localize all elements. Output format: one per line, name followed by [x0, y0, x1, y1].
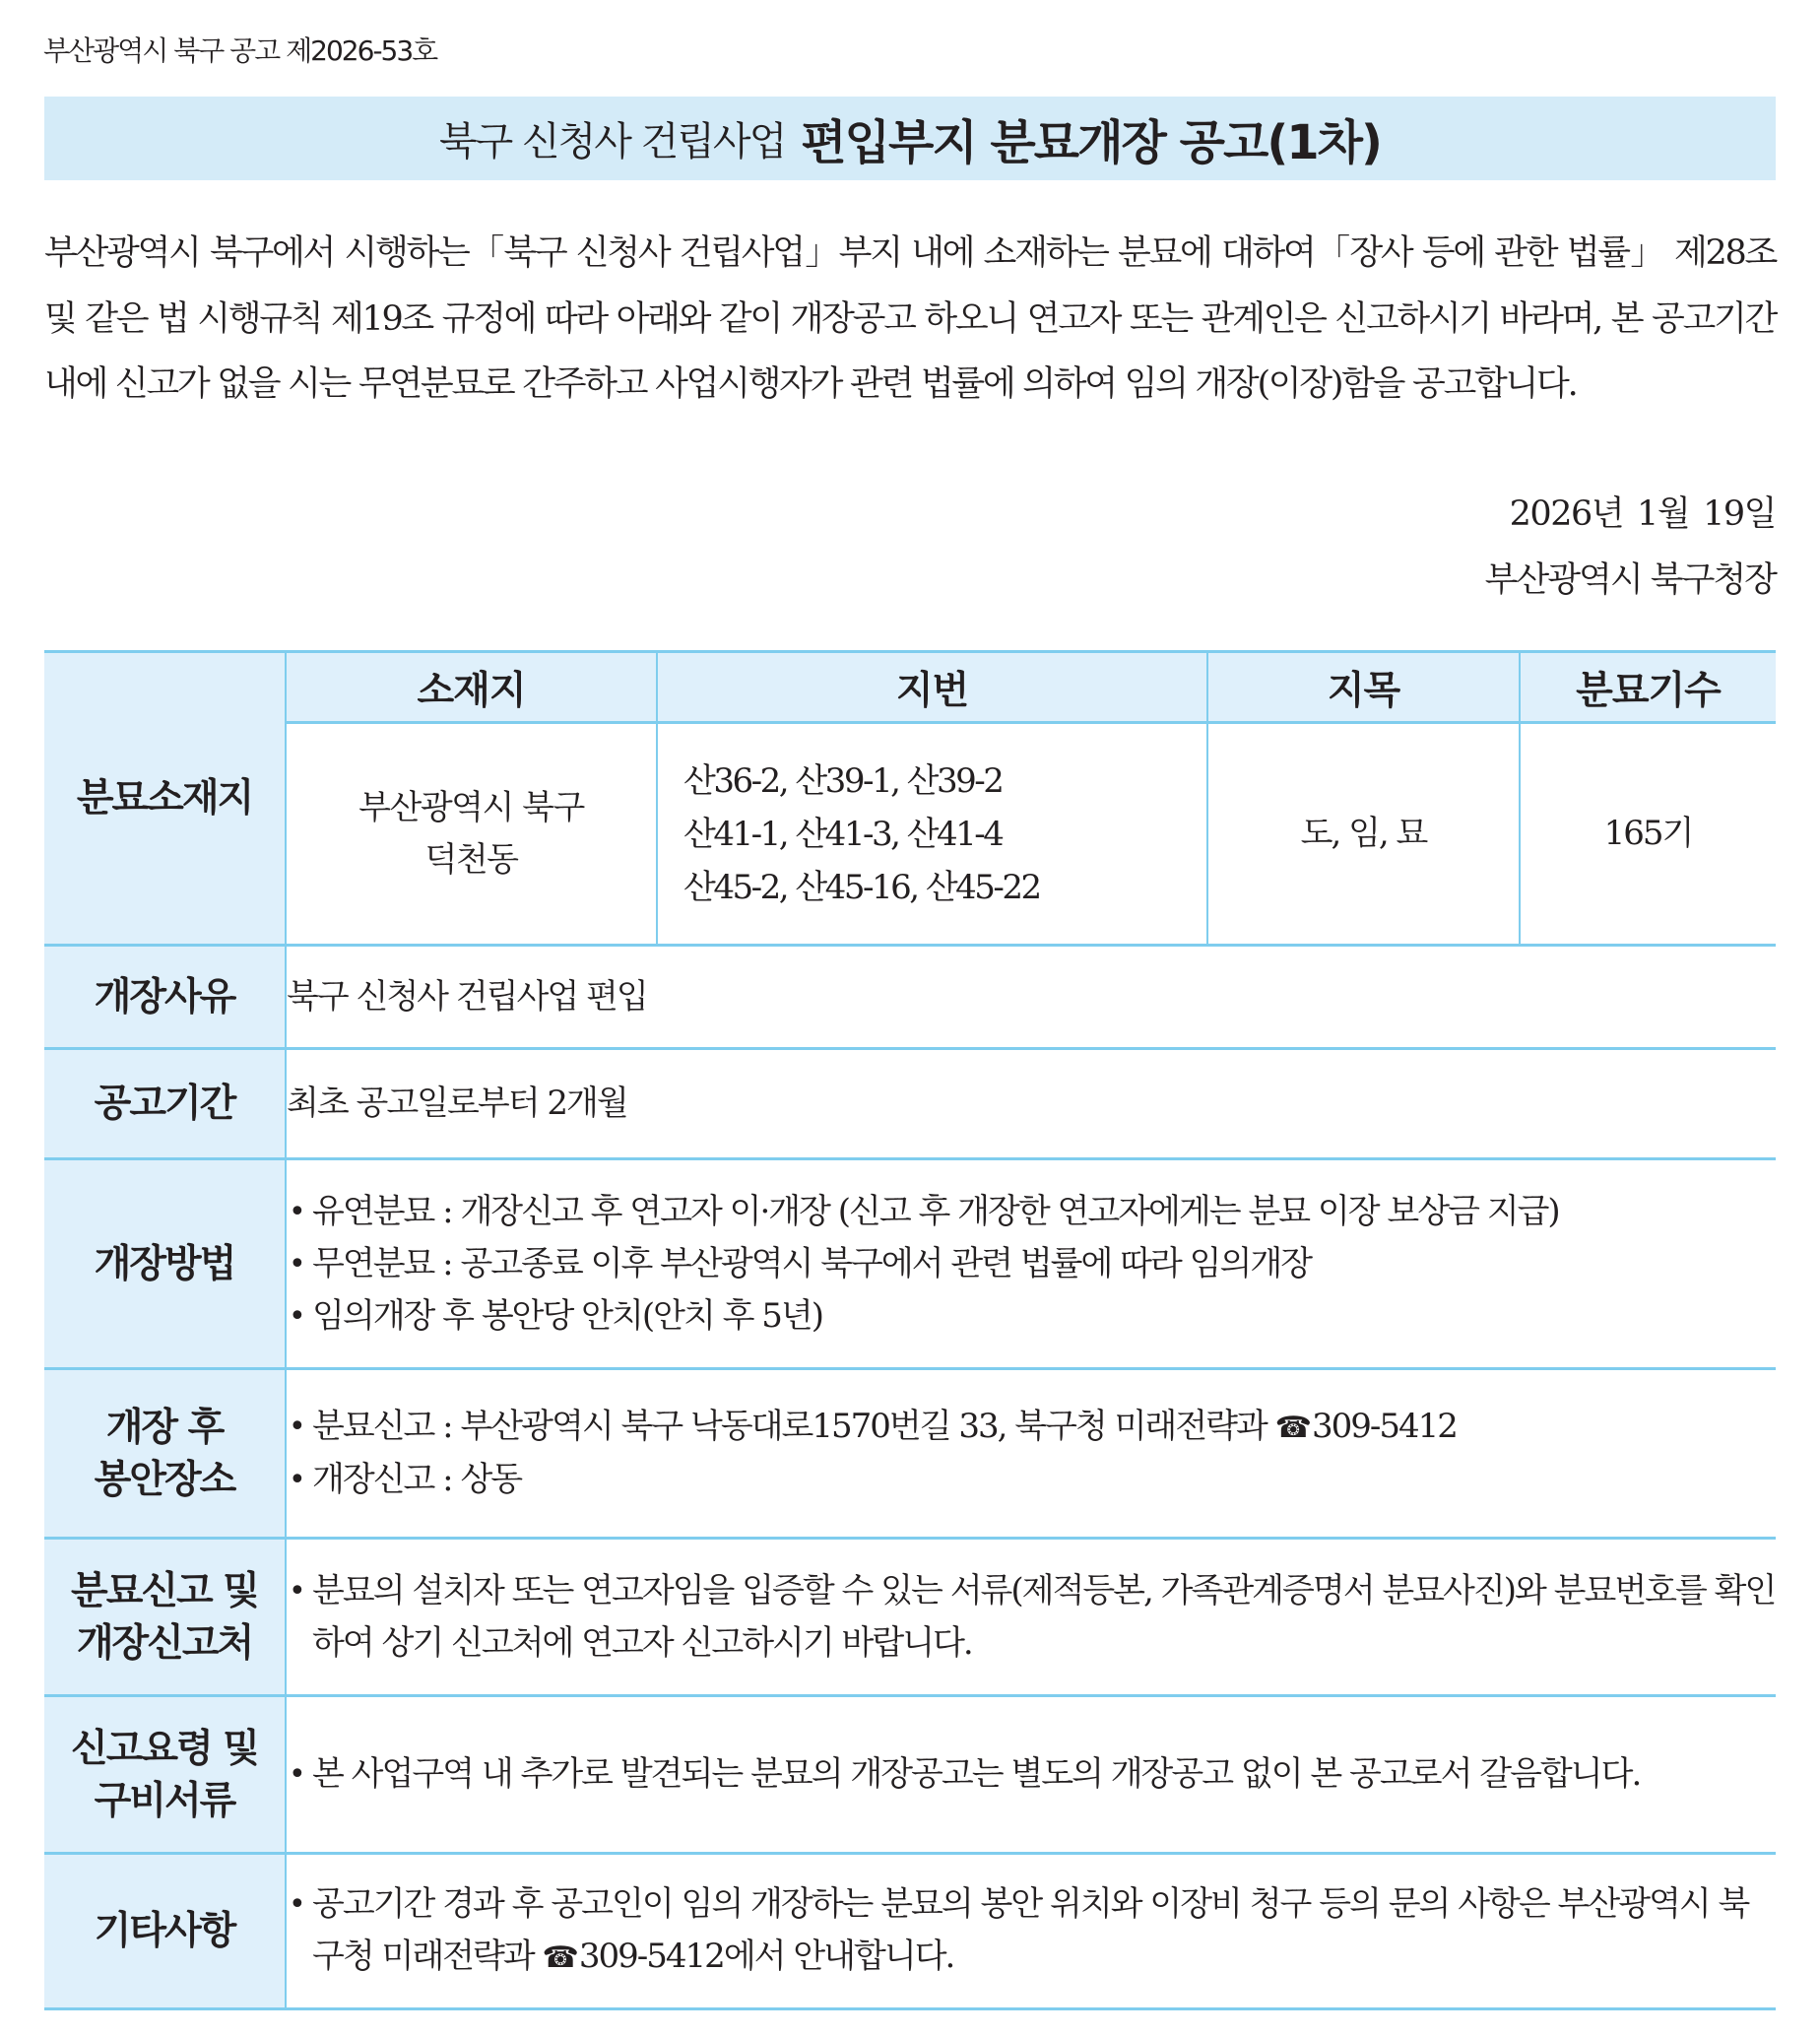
- table-row: [44, 1696, 1776, 1854]
- list-item: • 유연분묘 : 개장신고 후 연고자 이·개장 (신고 후 개장한 연고자에게는 분묘 이장 보상금 지급): [287, 1186, 1776, 1238]
- date-day: 19일: [1703, 494, 1776, 534]
- table-row: [44, 946, 1776, 1049]
- header-land-category: 지목: [1207, 652, 1520, 723]
- label-line: 봉안장소: [94, 1457, 235, 1502]
- phone-icon: ☎: [1274, 1411, 1312, 1445]
- signer: 부산광역시 북구청장: [1484, 560, 1776, 600]
- intro-paragraph: 부산광역시 북구에서 시행하는「북구 신청사 건립사업」부지 내에 소재하는 분묘에 대하여「장사 등에 관한 법률」 제28조 및 같은 법 시행규칙 제19조 규정에 따라 아래와 같이 개장공고 하오니 연고자 또는 관계인은 신고하시기 바라며, 본 공고기간 내에 신고가 없을 시는 무연분묘로 간주하고 사업시행자가 관련 법률에 의하여 임의 개장(이장)함을 공고합니다.: [44, 233, 1776, 405]
- lot-line: 산45-2, 산45-16, 산45-22: [683, 867, 1040, 907]
- reason-value: 북구 신청사 건립사업 편입: [286, 946, 1776, 1049]
- label-line: 개장 후: [105, 1405, 224, 1450]
- label-period: 공고기간: [44, 1049, 286, 1159]
- table-row: [44, 1159, 1776, 1369]
- period-value: 최초 공고일로부터 2개월: [286, 1049, 1776, 1159]
- lot-number-cell: [657, 723, 1207, 946]
- report-address: 분묘신고 : 부산광역시 북구 낙동대로1570번길 33, 북구청 미래전략과: [312, 1407, 1275, 1446]
- enshrinement-cell: [286, 1369, 1776, 1539]
- phone-icon: ☎: [542, 1940, 579, 1975]
- address-line: 부산광역시 북구: [358, 787, 584, 827]
- method-list: [287, 1186, 1776, 1343]
- list-item: • 분묘의 설치자 또는 연고자임을 입증할 수 있는 서류(제적등본, 가족관계증명서 분묘사진)와 분묘번호를 확인하여 상기 신고처에 연고자 신고하시기 바랍니다.: [287, 1565, 1776, 1670]
- title-banner: [44, 97, 1776, 180]
- page-title: 편입부지 분묘개장 공고(1차): [801, 115, 1381, 170]
- table-row: [44, 1049, 1776, 1159]
- list-item: • 본 사업구역 내 추가로 발견되는 분묘의 개장공고는 별도의 개장공고 없이 본 공고로서 갈음합니다.: [287, 1748, 1776, 1801]
- procedure-list: [287, 1748, 1776, 1801]
- other-text-end: 에서 안내합니다.: [723, 1937, 954, 1976]
- header-lot-number: 지번: [657, 652, 1207, 723]
- label-enshrinement: [44, 1369, 286, 1539]
- date-month: 1월: [1637, 494, 1690, 534]
- address-cell: [286, 723, 657, 946]
- address-line: 덕천동: [424, 839, 518, 880]
- list-item: [287, 1401, 1776, 1454]
- label-grave-location: 분묘소재지: [44, 652, 286, 946]
- report-office-list: [287, 1565, 1776, 1670]
- label-other: 기타사항: [44, 1854, 286, 2009]
- label-line: 개장신고처: [76, 1620, 253, 1666]
- other-list: [287, 1878, 1776, 1984]
- list-item: [287, 1878, 1776, 1984]
- label-line: 신고요령 및: [71, 1726, 258, 1771]
- enshrinement-list: [287, 1401, 1776, 1506]
- other-cell: [286, 1854, 1776, 2009]
- label-report-office: [44, 1539, 286, 1696]
- notice-table: [44, 650, 1776, 2010]
- title-prefix: 북구 신청사 건립사업: [439, 119, 786, 164]
- date-year: 2026년: [1509, 494, 1624, 534]
- phone-number: 309-5412: [1312, 1407, 1457, 1446]
- header-address: 소재지: [286, 652, 657, 723]
- label-method: 개장방법: [44, 1159, 286, 1369]
- list-item: • 임의개장 후 봉안당 안치(안치 후 5년): [287, 1290, 1776, 1343]
- lot-line: 산36-2, 산39-1, 산39-2: [683, 760, 1003, 801]
- label-line: 분묘신고 및: [71, 1568, 258, 1613]
- list-item: • 개장신고 : 상동: [287, 1454, 1776, 1506]
- phone-number: 309-5412: [578, 1937, 724, 1976]
- land-category-cell: 도, 임, 묘: [1207, 723, 1520, 946]
- table-header-row: [44, 652, 1776, 723]
- table-row: [44, 723, 1776, 946]
- lot-line: 산41-1, 산41-3, 산41-4: [683, 814, 1003, 854]
- list-item: • 무연분묘 : 공고종료 이후 부산광역시 북구에서 관련 법률에 따라 임의개장: [287, 1238, 1776, 1290]
- grave-count-cell: 165기: [1520, 723, 1776, 946]
- notice-number: 부산광역시 북구 공고 제2026-53호: [43, 34, 437, 67]
- other-text: 공고기간 경과 후 공고인이 임의 개장하는 분묘의 봉안 위치와 이장비 청구 등의 문의 사항은 부산광역시 북구청 미래전략과: [312, 1884, 1749, 1976]
- notice-date: [1510, 493, 1776, 536]
- table-row: [44, 1539, 1776, 1696]
- label-procedure: [44, 1696, 286, 1854]
- header-grave-count: 분묘기수: [1520, 652, 1776, 723]
- method-cell: [286, 1159, 1776, 1369]
- label-reason: 개장사유: [44, 946, 286, 1049]
- label-line: 구비서류: [94, 1778, 235, 1823]
- procedure-cell: [286, 1696, 1776, 1854]
- table-row: [44, 1369, 1776, 1539]
- table-row: [44, 1854, 1776, 2009]
- report-office-cell: [286, 1539, 1776, 1696]
